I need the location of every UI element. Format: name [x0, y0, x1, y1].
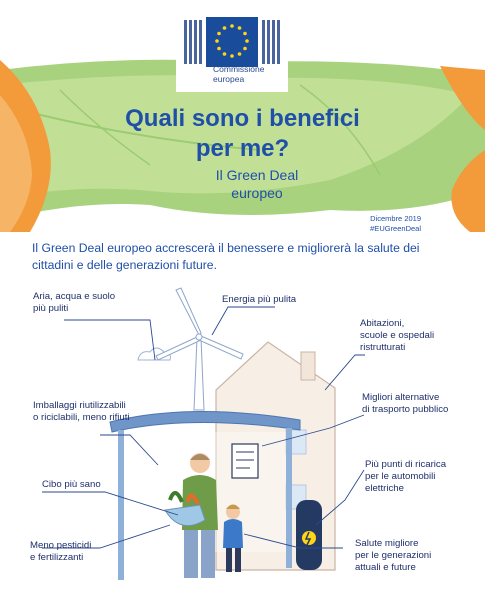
subtitle-line1: Il Green Deal: [215, 167, 299, 183]
label-public-transport: [362, 392, 448, 416]
label-cleaner-energy: [222, 294, 296, 306]
title-line2: per me?: [195, 135, 290, 162]
label-healthier-food: [42, 479, 101, 491]
label-health-line2: per le generazioni: [355, 550, 432, 561]
label-buildings-line3: ristrutturati: [360, 342, 406, 353]
label-air-line2: più puliti: [33, 303, 69, 314]
label-packaging-line1: Imballaggi riutilizzabili: [33, 400, 126, 411]
intro-text: Il Green Deal europeo accrescerà il benessere e migliorerà la salute dei cittadini e delle generazioni future.: [32, 241, 420, 272]
label-buildings-line2: scuole e ospedali: [360, 330, 435, 341]
page-subtitle: [197, 166, 317, 202]
label-transport-line2: di trasporto pubblico: [362, 404, 449, 415]
label-pesticides-line2: e fertilizzanti: [30, 552, 84, 563]
page-title: [0, 104, 485, 164]
subtitle-line2: europeo: [231, 185, 283, 201]
label-transport-line1: Migliori alternative: [362, 392, 440, 403]
label-renovated-buildings: [360, 318, 434, 354]
label-health-line3: attuali e future: [355, 562, 416, 573]
label-packaging-line2: o riciclabili, meno rifiuti: [33, 412, 130, 423]
label-air-water-soil: [33, 291, 115, 315]
logo-text-line2: europea: [213, 74, 245, 84]
label-fewer-pesticides: [30, 540, 91, 564]
charging-station: [296, 500, 322, 570]
label-buildings-line1: Abitazioni,: [360, 318, 405, 329]
label-energy-line1: Energia più pulita: [222, 294, 297, 305]
title-line1: Quali sono i benefici: [125, 105, 360, 132]
label-air-line1: Aria, acqua e suolo: [33, 291, 116, 302]
label-charging-line2: per le automobili: [365, 471, 436, 482]
hashtag: #EUGreenDeal: [370, 224, 421, 233]
label-packaging: [33, 400, 130, 424]
label-charging-points: [365, 459, 446, 495]
label-health-line1: Salute migliore: [355, 538, 419, 549]
label-food-line1: Cibo più sano: [42, 479, 101, 490]
label-charging-line1: Più punti di ricarica: [365, 459, 447, 470]
logo-text: [213, 64, 265, 84]
logo-text-line1: Commissione: [213, 64, 265, 74]
label-pesticides-line1: Meno pesticidi: [30, 540, 92, 551]
publication-date: Dicembre 2019: [370, 214, 421, 223]
label-better-health: [355, 538, 431, 574]
label-charging-line3: elettriche: [365, 483, 404, 494]
